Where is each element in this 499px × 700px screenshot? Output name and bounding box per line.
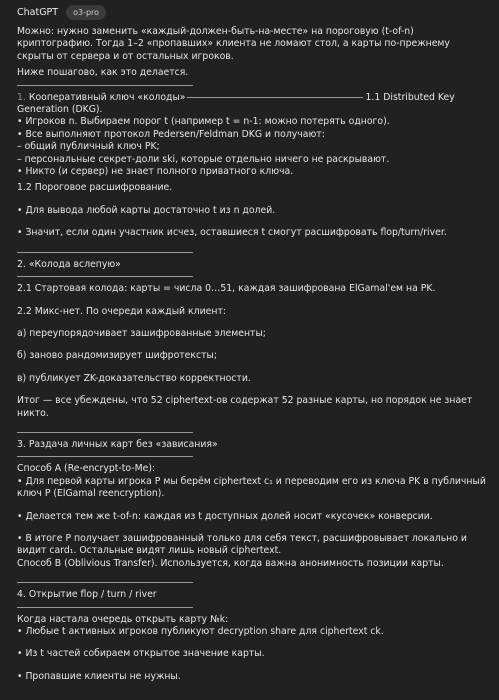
- section-1-title: Кооперативный ключ «колоды»: [28, 91, 186, 103]
- section-1-line: – персональные секрет-доли ski, которые отдельно ничего не раскрывают.: [17, 153, 390, 165]
- model-badge[interactable]: o3-pro: [66, 5, 106, 20]
- intro-paragraph: Можно: нужно заменить «каждый-должен-быть-на-месте» на пороговую (t-of-n) криптографию. Тогда 1–2 «пропавших» клиента не ломают стол, а карты по-прежнему скрыты от сервера и от остальных игроков.: [17, 26, 453, 62]
- divider: [17, 607, 193, 608]
- section-1-line: • Все выполняют протокол Pedersen/Feldman DKG и получают:: [17, 128, 325, 140]
- section-3-title: 3. Раздача личных карт без «зависания»: [17, 438, 218, 450]
- section-2-step: б) заново рандомизирует шифротексты;: [17, 350, 218, 362]
- section-2-step: а) переупорядочивает зашифрованные элементы;: [17, 327, 266, 339]
- section-3-method-a-line: • Делается тем же t-of-n: каждая из t доступных долей носит «кусочек» конверсии.: [17, 510, 433, 522]
- section-4-intro: Когда настала очередь открыть карту №k:: [17, 613, 229, 625]
- section-1-line: • Никто (и сервер) не знает полного приватного ключа.: [17, 166, 294, 178]
- section-3-method-b: Способ B (Oblivious Transfer). Используется, когда важна анонимность позиции карты.: [17, 557, 444, 569]
- section-2-title: 2. «Колода вслепую»: [17, 258, 121, 270]
- section-1-1-title: 1.1 Distributed Key Generation (DKG).: [17, 91, 458, 116]
- section-1-2-line: • Для вывода любой карты достаточно t из n долей.: [17, 204, 276, 216]
- divider: [17, 432, 193, 433]
- section-4-line: • Любые t активных игроков публикуют decryption share для ciphertext ck.: [17, 626, 384, 637]
- divider: [17, 456, 193, 457]
- inline-divider: [187, 97, 363, 98]
- section-1-number: 1.: [17, 91, 26, 103]
- section-3-method-a-line: • Для первой карты игрока P мы берём ciphertext c₁ и переводим его из ключа PK в публичный ключ P (ElGamal reencryption).: [17, 475, 489, 500]
- section-2-step: в) публикует ZK-доказательство корректности.: [17, 372, 251, 384]
- divider: [17, 582, 193, 583]
- app-title[interactable]: ChatGPT: [17, 6, 59, 18]
- assistant-message: [0, 24, 499, 683]
- divider: [17, 85, 193, 86]
- section-4-title: 4. Открытие flop / turn / river: [17, 589, 157, 601]
- section-4-line: • Пропавшие клиенты не нужны.: [17, 670, 181, 682]
- divider: [17, 252, 193, 253]
- section-1-line: – общий публичный ключ PK;: [17, 141, 160, 153]
- section-1-heading: [17, 92, 489, 117]
- section-2-2: 2.2 Микс-нет. По очереди каждый клиент:: [17, 305, 226, 317]
- section-3-method-a-line: • В итоге P получает зашифрованный только для себя текст, расшифровывает локально и видит card₁. Остальные видят лишь новый ciphertext.: [17, 532, 470, 557]
- section-4-line: • Из t частей собираем открытое значение карты.: [17, 648, 265, 660]
- chat-header: [0, 0, 499, 24]
- section-1-line: • Игроков n. Выбираем порог t (например t = n-1: можно потерять одного).: [17, 116, 390, 128]
- section-1-2-title: 1.2 Пороговое расшифрование.: [17, 182, 173, 194]
- section-2-1: 2.1 Стартовая колода: карты = числа 0…51, каждая зашифрована ElGamal'ем на PK.: [17, 283, 436, 295]
- intro-paragraph-2: Ниже пошагово, как это делается.: [17, 67, 189, 79]
- divider: [17, 276, 193, 277]
- section-1-2-line: • Значит, если один участник исчез, оставшиеся t смогут расшифровать flop/turn/river.: [17, 227, 447, 239]
- section-3-method-a-title: Способ A (Re-encrypt-to-Me):: [17, 463, 156, 475]
- section-2-result: Итог — все убеждены, что 52 ciphertext-ов содержат 52 разные карты, но порядок не знает никто.: [17, 395, 476, 419]
